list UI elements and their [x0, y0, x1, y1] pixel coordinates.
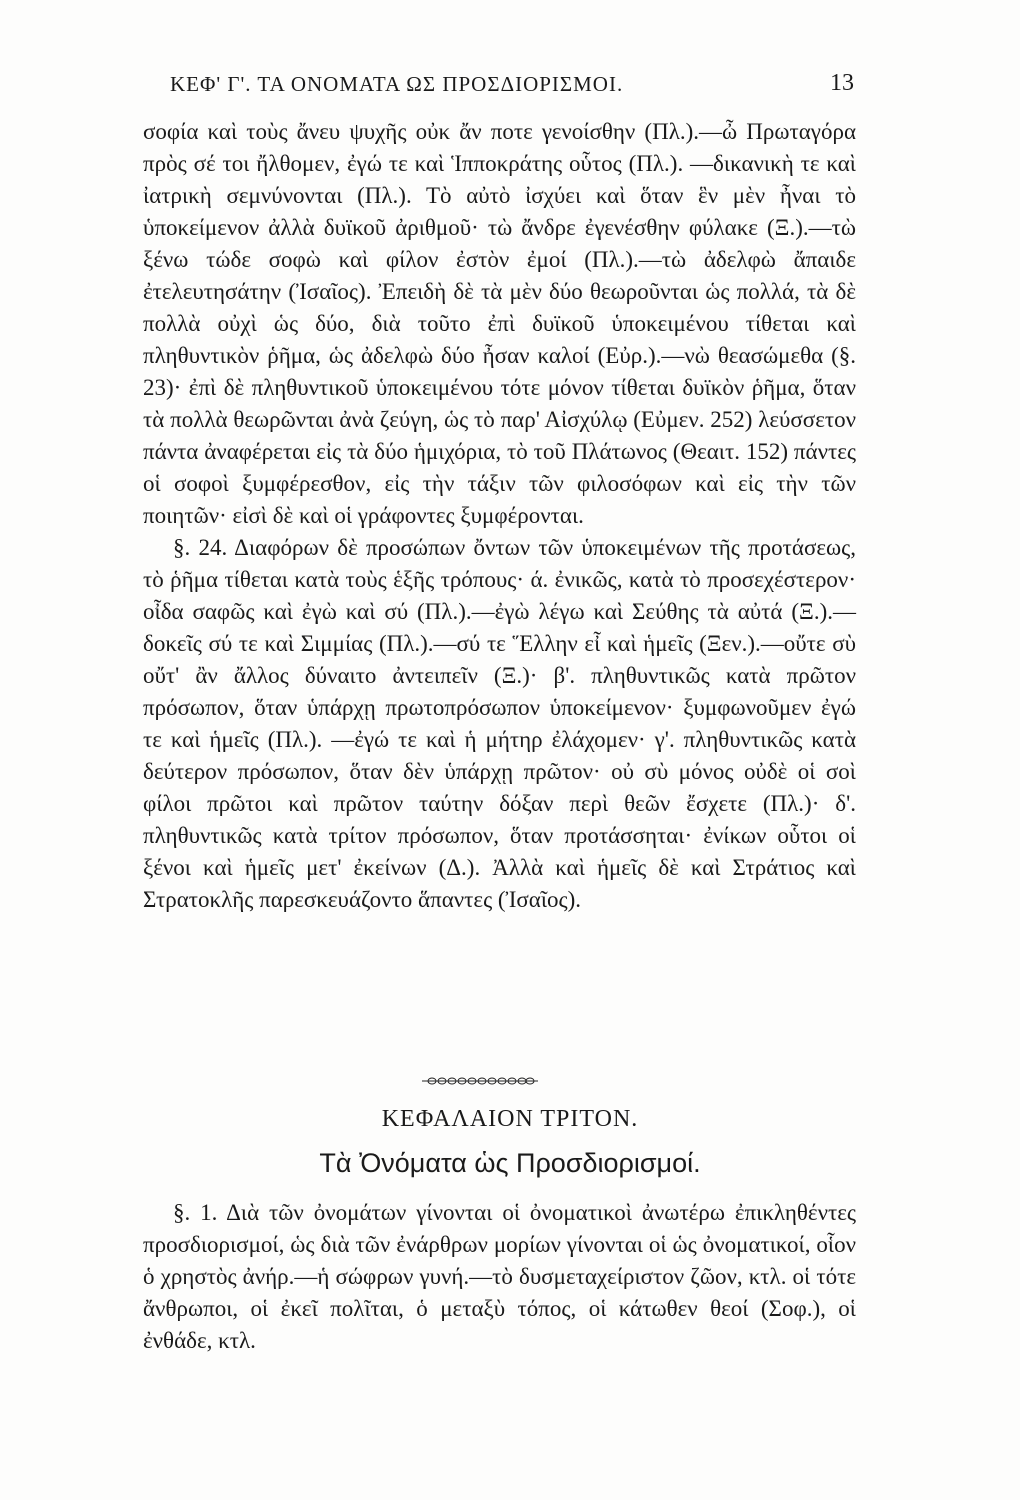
chapter-title: ΚΕΦΑΛΑΙΟΝ ΤΡΙΤΟΝ.	[381, 1106, 639, 1132]
chapter-subtitle: Τὰ Ὀνόματα ὡς Προσδιορισμοί.	[319, 1148, 701, 1178]
running-header	[170, 72, 854, 106]
ornamental-divider	[420, 1074, 540, 1088]
paragraph-continuation: σοφία καὶ τοὺς ἄνευ ψυχῆς οὐκ ἄν ποτε γενοίσθην (Πλ.).—ὦ Πρωταγόρα πρὸς σέ τοι ἤλθομεν, ἐγώ τε καὶ Ἱπποκράτης οὗτος (Πλ.). —δικανικὴ τε καὶ ἰατρικὴ σεμνύνονται (Πλ.). Τὸ αὐτὸ ἰσχύει καὶ ὅταν ἓν μὲν ἦναι τὸ ὑποκείμενον ἀλλὰ δυϊκοῦ ἀριθμοῦ· τὼ ἄνδρε ἐγενέσθην φύλακε (Ξ.).—τὼ ξένω τώδε σοφὼ καὶ φίλον ἐστὸν ἐμοί (Πλ.).—τὼ ἀδελφὼ ἄπαιδε ἐτελευτησάτην (Ἰσαῖος). Ἐπειδὴ δὲ τὰ μὲν δύο θεωροῦνται ὡς πολλά, τὰ δὲ πολλὰ οὐχὶ ὡς δύο, διὰ τοῦτο ἐπὶ δυϊκοῦ ὑποκειμένου τίθεται καὶ πληθυντικὸν ῥῆμα, ὡς ἀδελφὼ δύο ἦσαν καλοί (Εὐρ.).—νὼ θεασώμεθα (§. 23)· ἐπὶ δὲ πληθυντικοῦ ὑποκειμένου τότε μόνον τίθεται δυϊκὸν ῥῆμα, ὅταν τὰ πολλὰ θεωρῶνται ἀνὰ ζεύγη, ὡς τὸ παρ' Αἰσχύλῳ (Εὐμεν. 252) λεύσσετον πάντα ἀναφέρεται εἰς τὰ δύο ἡμιχόρια, τὸ τοῦ Πλάτωνος (Θεαιτ. 152) πάντες οἱ σοφοὶ ξυμφέρεσθον, εἰς τὴν τάξιν τῶν φιλοσόφων καὶ εἰς τὴν τῶν ποιητῶν· εἰσὶ δὲ καὶ οἱ γράφοντες ξυμφέρονται.	[143, 119, 856, 528]
main-text	[143, 116, 856, 916]
page-number: 13	[830, 70, 854, 96]
running-title: ΚΕΦ' Γ'. ΤΑ ΟΝΟΜΑΤΑ ΩΣ ΠΡΟΣΔΙΟΡΙΣΜΟΙ.	[170, 72, 624, 96]
paragraph-section-1: §. 1. Διὰ τῶν ὀνομάτων γίνονται οἱ ὀνοματικοὶ ἀνωτέρω ἐπικληθέντες προσδιορισμοί, ὡς διὰ τῶν ἐνάρθρων μορίων γίνονται οἱ ὡς ὀνοματικοί, οἷον ὁ χρηστὸς ἀνήρ.—ἡ σώφρων γυνή.—τὸ δυσμεταχείριστον ζῶον, κτλ. οἱ τότε ἄνθρωποι, οἱ ἐκεῖ πολῖται, ὁ μεταξὺ τόπος, οἱ κάτωθεν θεοί (Σοφ.), οἱ ἐνθάδε, κτλ.	[143, 1200, 856, 1353]
chapter-text	[143, 1197, 856, 1357]
paragraph-section-24: §. 24. Διαφόρων δὲ προσώπων ὄντων τῶν ὑποκειμένων τῆς προτάσεως, τὸ ῥῆμα τίθεται κατὰ τοὺς ἑξῆς τρόπους· ά. ἐνικῶς, κατὰ τὸ προσεχέστερον· οἶδα σαφῶς καὶ ἐγὼ καὶ σύ (Πλ.).—ἐγὼ λέγω καὶ Σεύθης τὰ αὐτά (Ξ.).—δοκεῖς σύ τε καὶ Σιμμίας (Πλ.).—σύ τε Ἕλλην εἶ καὶ ἡμεῖς (Ξεν.).—οὔτε σὺ οὔτ' ἂν ἄλλος δύναιτο ἀντειπεῖν (Ξ.)· β'. πληθυντικῶς κατὰ πρῶτον πρόσωπον, ὅταν ὑπάρχῃ πρωτοπρόσωπον ὑποκείμενον· ξυμφωνοῦμεν ἐγώ τε καὶ ἡμεῖς (Πλ.). —ἐγώ τε καὶ ἡ μήτηρ ἐλάχομεν· γ'. πληθυντικῶς κατὰ δεύτερον πρόσωπον, ὅταν δὲν ὑπάρχῃ πρῶτον· οὐ σὺ μόνος οὐδὲ οἱ σοὶ φίλοι πρῶτοι καὶ πρῶτον ταύτην δόξαν περὶ θεῶν ἔσχετε (Πλ.)· δ'. πληθυντικῶς κατὰ τρίτον πρόσωπον, ὅταν προτάσσηται· ἐνίκων οὗτοι οἱ ξένοι καὶ ἡμεῖς μετ' ἐκείνων (Δ.). Ἀλλὰ καὶ ἡμεῖς δὲ καὶ Στράτιος καὶ Στρατοκλῆς παρεσκευάζοντο ἅπαντες (Ἰσαῖος).	[143, 535, 856, 912]
